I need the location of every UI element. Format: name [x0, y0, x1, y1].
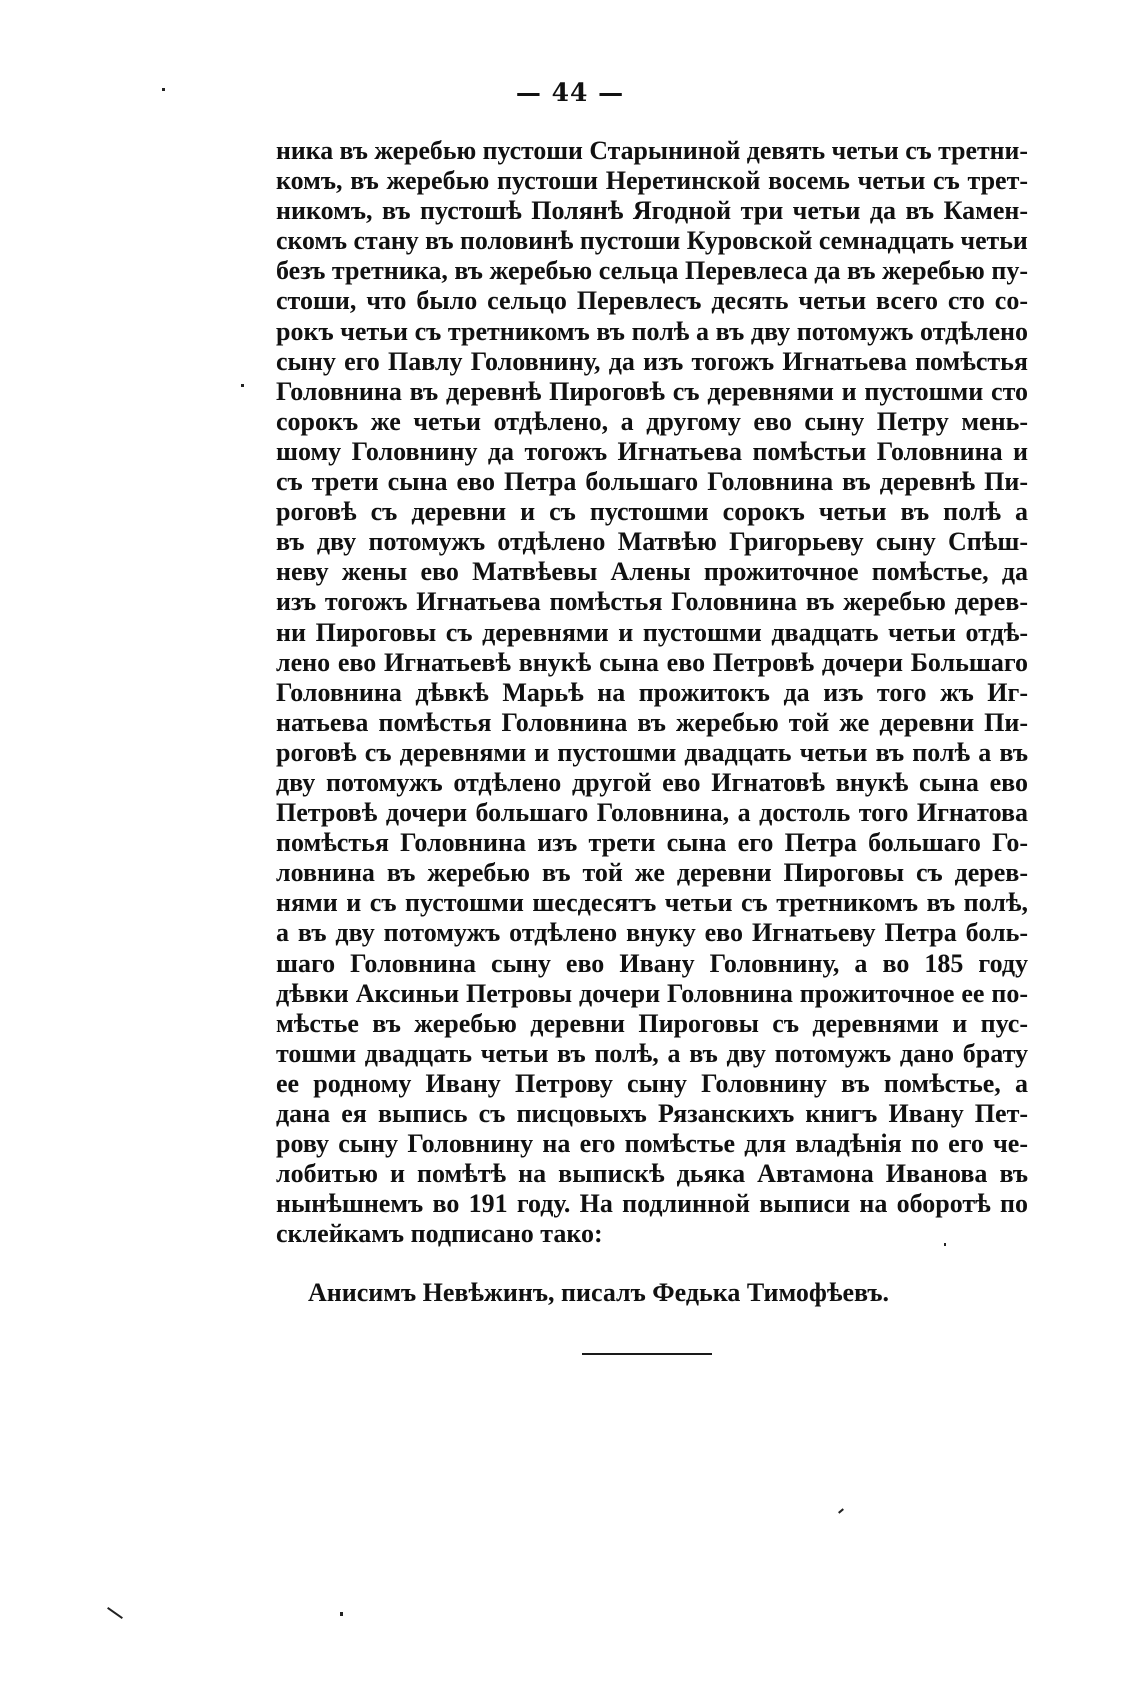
text-line: скомъ стану въ половинѣ пустоши Куровской семнадцать четьи: [276, 226, 1028, 256]
text-line: лобитью и помѣтѣ на выпискѣ дьяка Автамона Иванова въ: [276, 1159, 1028, 1189]
text-line: дву потомужъ отдѣлено другой ево Игнатовѣ внукѣ сына ево: [276, 767, 1028, 797]
text-line: шому Головнину да тогожъ Игнатьева помѣстьи Головнина и: [276, 436, 1028, 466]
text-line: рову сыну Головнину на его помѣстье для владѣнія по его че-: [276, 1129, 1028, 1159]
text-line: Головнина въ деревнѣ Пироговѣ съ деревнями и пустошми сто: [276, 376, 1028, 406]
text-line: Петровѣ дочери большаго Головнина, а достоль того Игнатова: [276, 798, 1028, 828]
body-text: [276, 136, 1028, 1249]
text-line: Головнина дѣвкѣ Марьѣ на прожитокъ да изъ того жъ Иг-: [276, 677, 1028, 707]
text-line: а въ дву потомужъ отдѣлено внуку ево Игнатьеву Петра боль-: [276, 918, 1028, 948]
text-line: дана ея выпись съ писцовыхъ Рязанскихъ книгъ Ивану Пет-: [276, 1099, 1028, 1128]
signature-line: Анисимъ Невѣжинъ, писалъ Федька Тимофѣевъ.: [308, 1278, 890, 1307]
page-number: — 44 —: [515, 78, 625, 107]
text-line: комъ, въ жеребью пустоши Неретинской восемь четьи съ трет-: [276, 166, 1028, 196]
end-rule-divider: [582, 1353, 712, 1355]
text-line: ее родному Ивану Петрову сыну Головнину въ помѣстье, а: [276, 1068, 1028, 1098]
text-line: въ дву потомужъ отдѣлено Матвѣю Григорьеву сыну Спѣш-: [276, 527, 1028, 557]
text-line: никомъ, въ пустошѣ Полянѣ Ягодной три четьи да въ Камен-: [276, 196, 1028, 226]
text-line: склейкамъ подписано тако:: [276, 1219, 603, 1249]
text-line: роговѣ съ деревни и съ пустошми сорокъ четьи въ полѣ а: [276, 497, 1028, 527]
text-line: лено ево Игнатьевѣ внукѣ сына ево Петровѣ дочери Большаго: [276, 647, 1028, 677]
text-line: роговѣ съ деревнями и пустошми двадцать четьи въ полѣ а въ: [276, 737, 1028, 767]
text-line: стоши, что было сельцо Перевлесъ десять четьи всего сто со-: [276, 286, 1028, 316]
text-line: нями и съ пустошми шесдесятъ четьи съ третникомъ въ полѣ,: [276, 888, 1028, 918]
text-line: ника въ жеребью пустоши Старыниной девять четьи съ третни-: [276, 136, 1028, 165]
text-line: помѣстья Головнина изъ трети сына его Петра большаго Го-: [276, 828, 1028, 858]
text-line: тошми двадцать четьи въ полѣ, а въ дву потомужъ дано брату: [276, 1038, 1028, 1068]
text-line: неву жены ево Матвѣевы Алены прожиточное помѣстье, да: [276, 557, 1028, 587]
text-line: рокъ четьи съ третникомъ въ полѣ а въ дву потомужъ отдѣлено: [276, 316, 1028, 346]
scan-speck: [944, 1243, 946, 1246]
scan-speck: [838, 1508, 844, 1513]
text-line: мѣстье въ жеребью деревни Пироговы съ деревнями и пус-: [276, 1008, 1028, 1038]
text-line: сыну его Павлу Головнину, да изъ тогожъ Игнатьева помѣстья: [276, 346, 1028, 376]
text-line: нынѣшнемъ во 191 году. На подлинной выписи на оборотѣ по: [276, 1189, 1028, 1219]
text-line: дѣвки Аксиньи Петровы дочери Головнина прожиточное ее по-: [276, 978, 1028, 1008]
text-line: съ трети сына ево Петра большаго Головнина въ деревнѣ Пи-: [276, 467, 1028, 497]
text-line: изъ тогожъ Игнатьева помѣстья Головнина въ жеребью дерев-: [276, 587, 1028, 617]
scan-speck: [107, 1607, 123, 1619]
text-line: сорокъ же четьи отдѣлено, а другому ево сыну Петру мень-: [276, 406, 1028, 436]
text-line: безъ третника, въ жеребью сельца Перевлеса да въ жеребью пу-: [276, 256, 1028, 286]
scan-speck: [162, 88, 165, 91]
text-line: натьева помѣстья Головнина въ жеребью той же деревни Пи-: [276, 707, 1028, 737]
scan-speck: [241, 384, 244, 387]
text-line: шаго Головнина сыну ево Ивану Головнину, а во 185 году: [276, 948, 1028, 978]
text-line: ни Пироговы съ деревнями и пустошми двадцать четьи отдѣ-: [276, 617, 1028, 647]
text-line: ловнина въ жеребью въ той же деревни Пироговы съ дерев-: [276, 858, 1028, 888]
scan-speck: [340, 1612, 343, 1616]
